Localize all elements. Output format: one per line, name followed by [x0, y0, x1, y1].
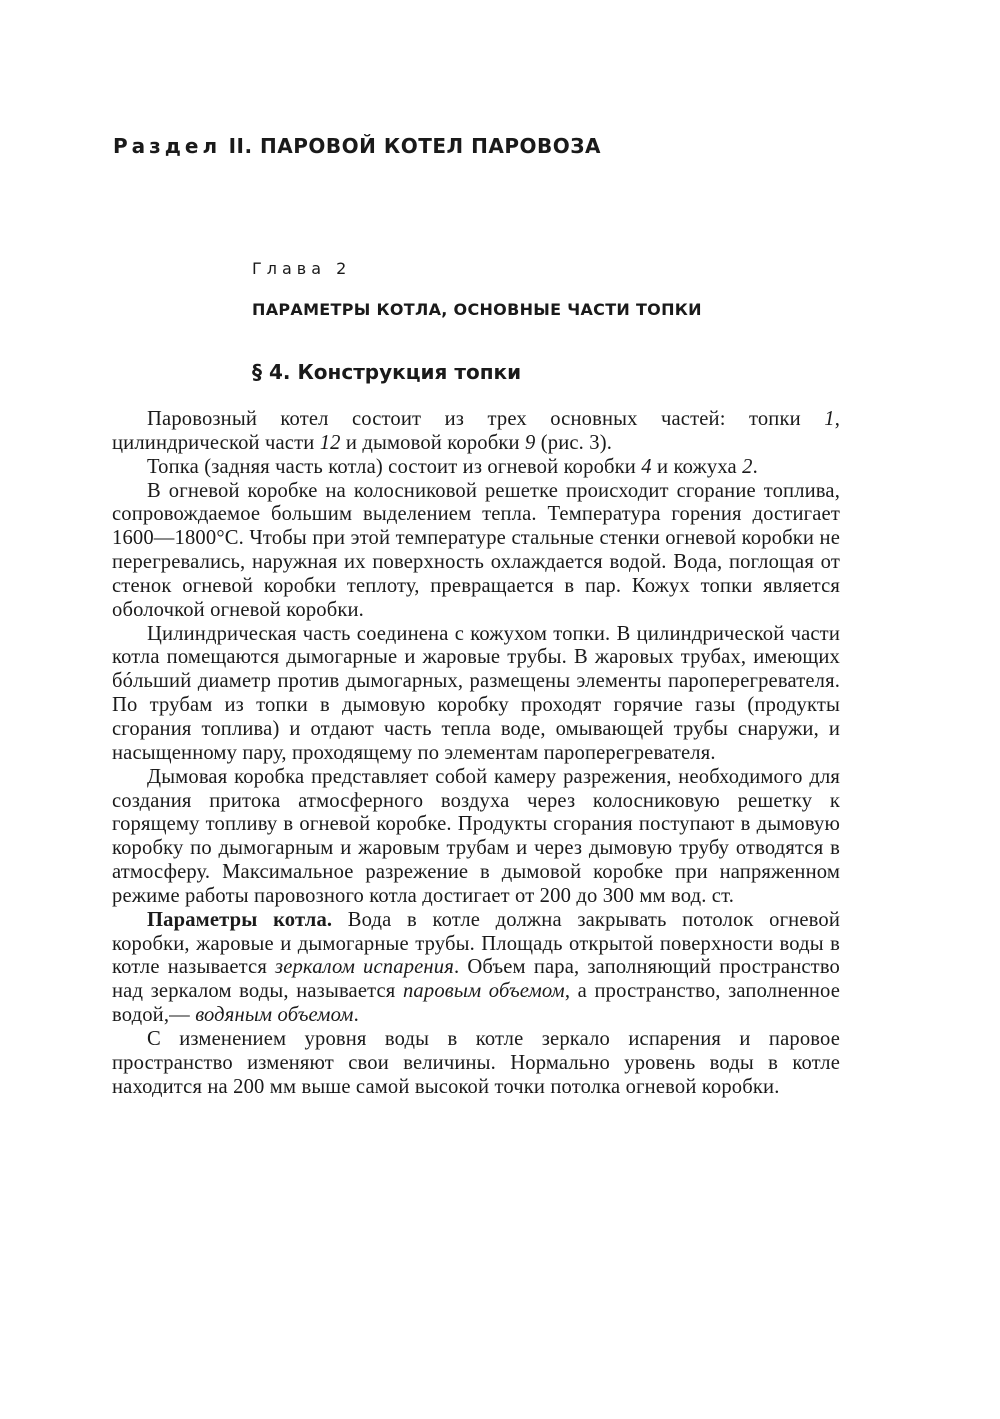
run-in-heading: Параметры котла. — [147, 908, 333, 931]
section-number-and-title: II. ПАРОВОЙ КОТЕЛ ПАРОВОЗА — [228, 134, 601, 158]
section-label: Раздел — [113, 134, 222, 158]
term: водяным объемом — [195, 1004, 354, 1027]
text-run: и дымовой коробки — [340, 431, 525, 454]
text-run: Вода в котле должна закрывать потолок огневой коробки, жаровые и дымогарные трубы. Площадь открытой поверхности воды в котле называется — [112, 908, 840, 979]
paragraph-heading: § 4. Конструкция топки — [252, 360, 522, 384]
section-title — [113, 134, 601, 158]
figure-ref: 9 — [524, 431, 536, 454]
paragraph-2 — [112, 456, 840, 480]
figure-ref: 1 — [824, 408, 835, 430]
figure-ref: 4 — [641, 455, 652, 478]
text-run: (рис. 3). — [535, 431, 613, 454]
text-run: , а пространство, заполненное водой,— — [112, 980, 840, 1027]
text-run: . Объем пара, заполняющий пространство над зеркалом воды, называется — [112, 956, 840, 1003]
paragraph-4: Цилиндрическая часть соединена с кожухом топки. В цилиндрической части котла помещаются дымогарные и жаровые трубы. В жаровых трубах, имеющих бóльший диаметр против дымогарных, размещены элементы пароперегревателя. По трубам из топки в дымовую коробку проходят горячие газы (продукты сгорания топлива) и отдают часть тепла воде, омывающей трубы снаружи, и насыщенному пару, проходящему по элементам пароперегревателя. — [112, 622, 840, 764]
term: паровым объемом — [402, 980, 565, 1003]
text-run: . — [353, 1004, 359, 1027]
paragraph-6 — [112, 909, 840, 1028]
figure-ref: 12 — [319, 431, 341, 454]
term: зеркалом испарения — [275, 956, 454, 979]
text-run: Топка (задняя часть котла) состоит из огневой коробки — [147, 455, 642, 478]
figure-ref: 2 — [742, 455, 753, 478]
text-run: Паровозный котел состоит из трех основных частей: топки — [147, 408, 825, 430]
paragraph-7: С изменением уровня воды в котле зеркало испарения и паровое пространство изменяют свои величины. Нормально уровень воды в котле находится на 200 мм выше самой высокой точки потолка огневой коробки. — [112, 1027, 840, 1098]
paragraph-3: В огневой коробке на колосниковой решетке происходит сгорание топлива, сопровождаемое большим выделением тепла. Температура горения достигает 1600—1800°С. Чтобы при этой температуре стальные стенки огневой коробки не перегревались, наружная их поверхность охлаждается водой. Вода, поглощая от стенок огневой коробки теплоту, превращается в пар. Кожух топки является оболочкой огневой коробки. — [112, 479, 840, 621]
text-run: , цилиндрической части — [112, 408, 840, 454]
paragraph-1 — [112, 408, 840, 456]
text-run: и кожуха — [651, 455, 743, 478]
chapter-label: Глава 2 — [252, 259, 352, 278]
body-text — [112, 408, 840, 1099]
text-run: . — [752, 455, 758, 478]
chapter-title: ПАРАМЕТРЫ КОТЛА, ОСНОВНЫЕ ЧАСТИ ТОПКИ — [252, 300, 702, 319]
paragraph-5: Дымовая коробка представляет собой камеру разрежения, необходимого для создания притока атмосферного воздуха через колосниковую решетку к горящему топливу в огневой коробке. Продукты сгорания поступают в дымовую коробку по дымогарным и жаровым трубам и через дымовую трубу отводятся в атмосферу. Максимальное разрежение в дымовой коробке при напряженном режиме работы паровозного котла достигает от 200 до 300 мм вод. ст. — [112, 765, 840, 907]
